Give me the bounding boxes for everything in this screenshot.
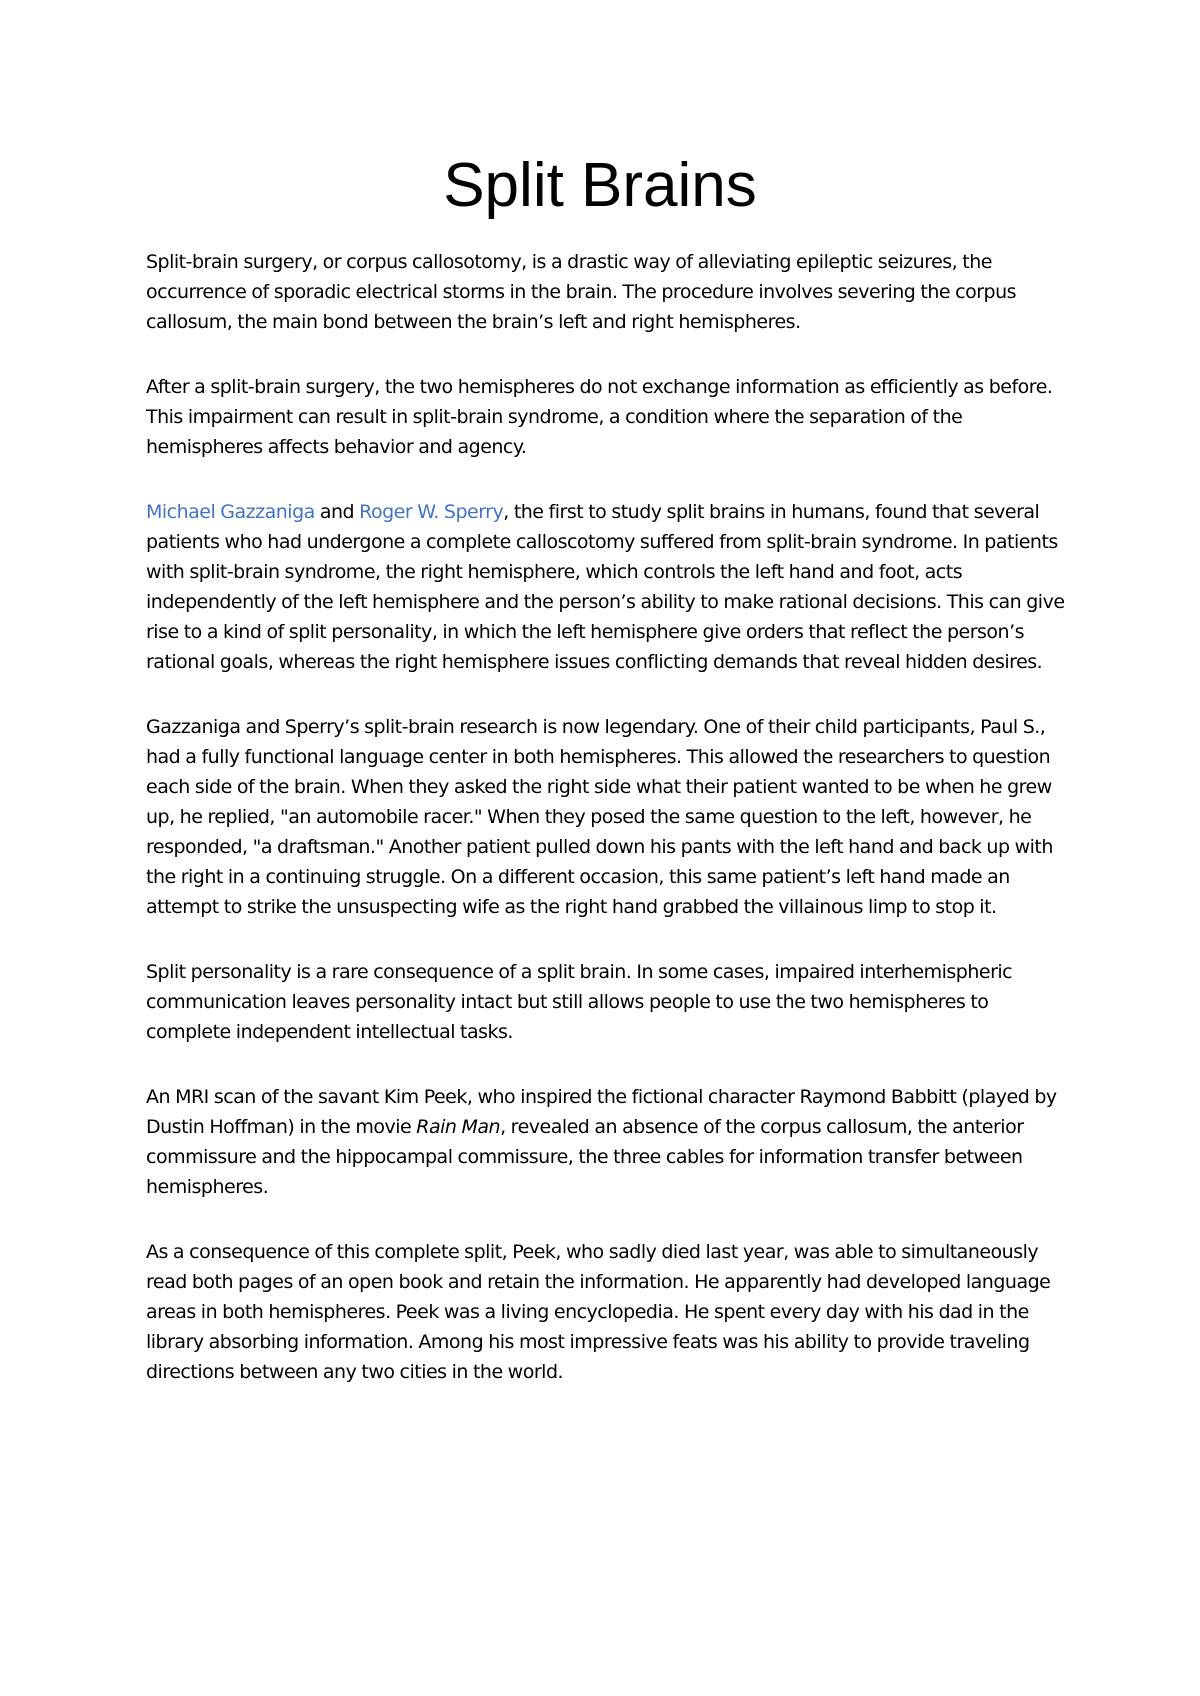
paragraph-kim-peek-mri xyxy=(146,1082,1066,1202)
paragraph-text-segment: and xyxy=(314,501,360,523)
link-michael-gazzaniga[interactable]: Michael Gazzaniga xyxy=(146,501,315,523)
paragraph-legendary-research: Gazzaniga and Sperry’s split-brain research is now legendary. One of their child participants, Paul S., had a fully functional language center in both hemispheres. This allowed the researchers to question each side of the brain. When they asked the right side what their patient wanted to be when he grew up, he replied, "an automobile racer." When they posed the same question to the left, however, he responded, "a draftsman." Another patient pulled down his pants with the left hand and back up with the right in a continuing struggle. On a different occasion, this same patient’s left hand made an attempt to strike the unsuspecting wife as the right hand grabbed the villainous limp to stop it. xyxy=(146,716,1053,918)
paragraph-gazzaniga-sperry xyxy=(146,497,1066,677)
document-body xyxy=(146,247,1066,1422)
paragraph-surgery-intro: Split-brain surgery, or corpus callosotomy, is a drastic way of alleviating epileptic seizures, the occurrence of sporadic electrical storms in the brain. The procedure involves severing the corpus callosum, the main bond between the brain’s left and right hemispheres. xyxy=(146,251,1017,333)
paragraph-text-segment: , revealed an absence of the corpus callosum, the anterior commissure and the hippocampal commissure, the three cables for information transfer between hemispheres. xyxy=(146,1116,1024,1198)
document-title: Split Brains xyxy=(443,151,757,220)
link-roger-sperry[interactable]: Roger W. Sperry xyxy=(359,501,504,523)
paragraph-peek-abilities: As a consequence of this complete split, Peek, who sadly died last year, was able to simultaneously read both pages of an open book and retain the information. He apparently had developed language areas in both hemispheres. Peek was a living encyclopedia. He spent every day with his dad in the library absorbing information. Among his most impressive feats was his ability to provide traveling directions between any two cities in the world. xyxy=(146,1241,1051,1383)
paragraph-text-segment: An MRI scan of the savant Kim Peek, who inspired the fictional character Raymond Babbitt (played by Dustin Hoffman) in the movie xyxy=(146,1086,1057,1138)
paragraph-text-segment: , the first to study split brains in humans, found that several patients who had undergone a complete calloscotomy suffered from split-brain syndrome. In patients with split-brain syndrome, the right hemisphere, which controls the left hand and foot, acts independently of the left hemisphere and the person’s ability to make rational decisions. This can give rise to a kind of split personality, in which the left hemisphere give orders that reflect the person’s rational goals, whereas the right hemisphere issues conflicting demands that reveal hidden desires. xyxy=(146,501,1065,673)
movie-title: Rain Man xyxy=(416,1116,501,1138)
paragraph-split-brain-syndrome: After a split-brain surgery, the two hemispheres do not exchange information as efficiently as before. This impairment can result in split-brain syndrome, a condition where the separation of the hemispheres affects behavior and agency. xyxy=(146,376,1053,458)
paragraph-split-personality: Split personality is a rare consequence of a split brain. In some cases, impaired interhemispheric communication leaves personality intact but still allows people to use the two hemispheres to complete independent intellectual tasks. xyxy=(146,961,1013,1043)
